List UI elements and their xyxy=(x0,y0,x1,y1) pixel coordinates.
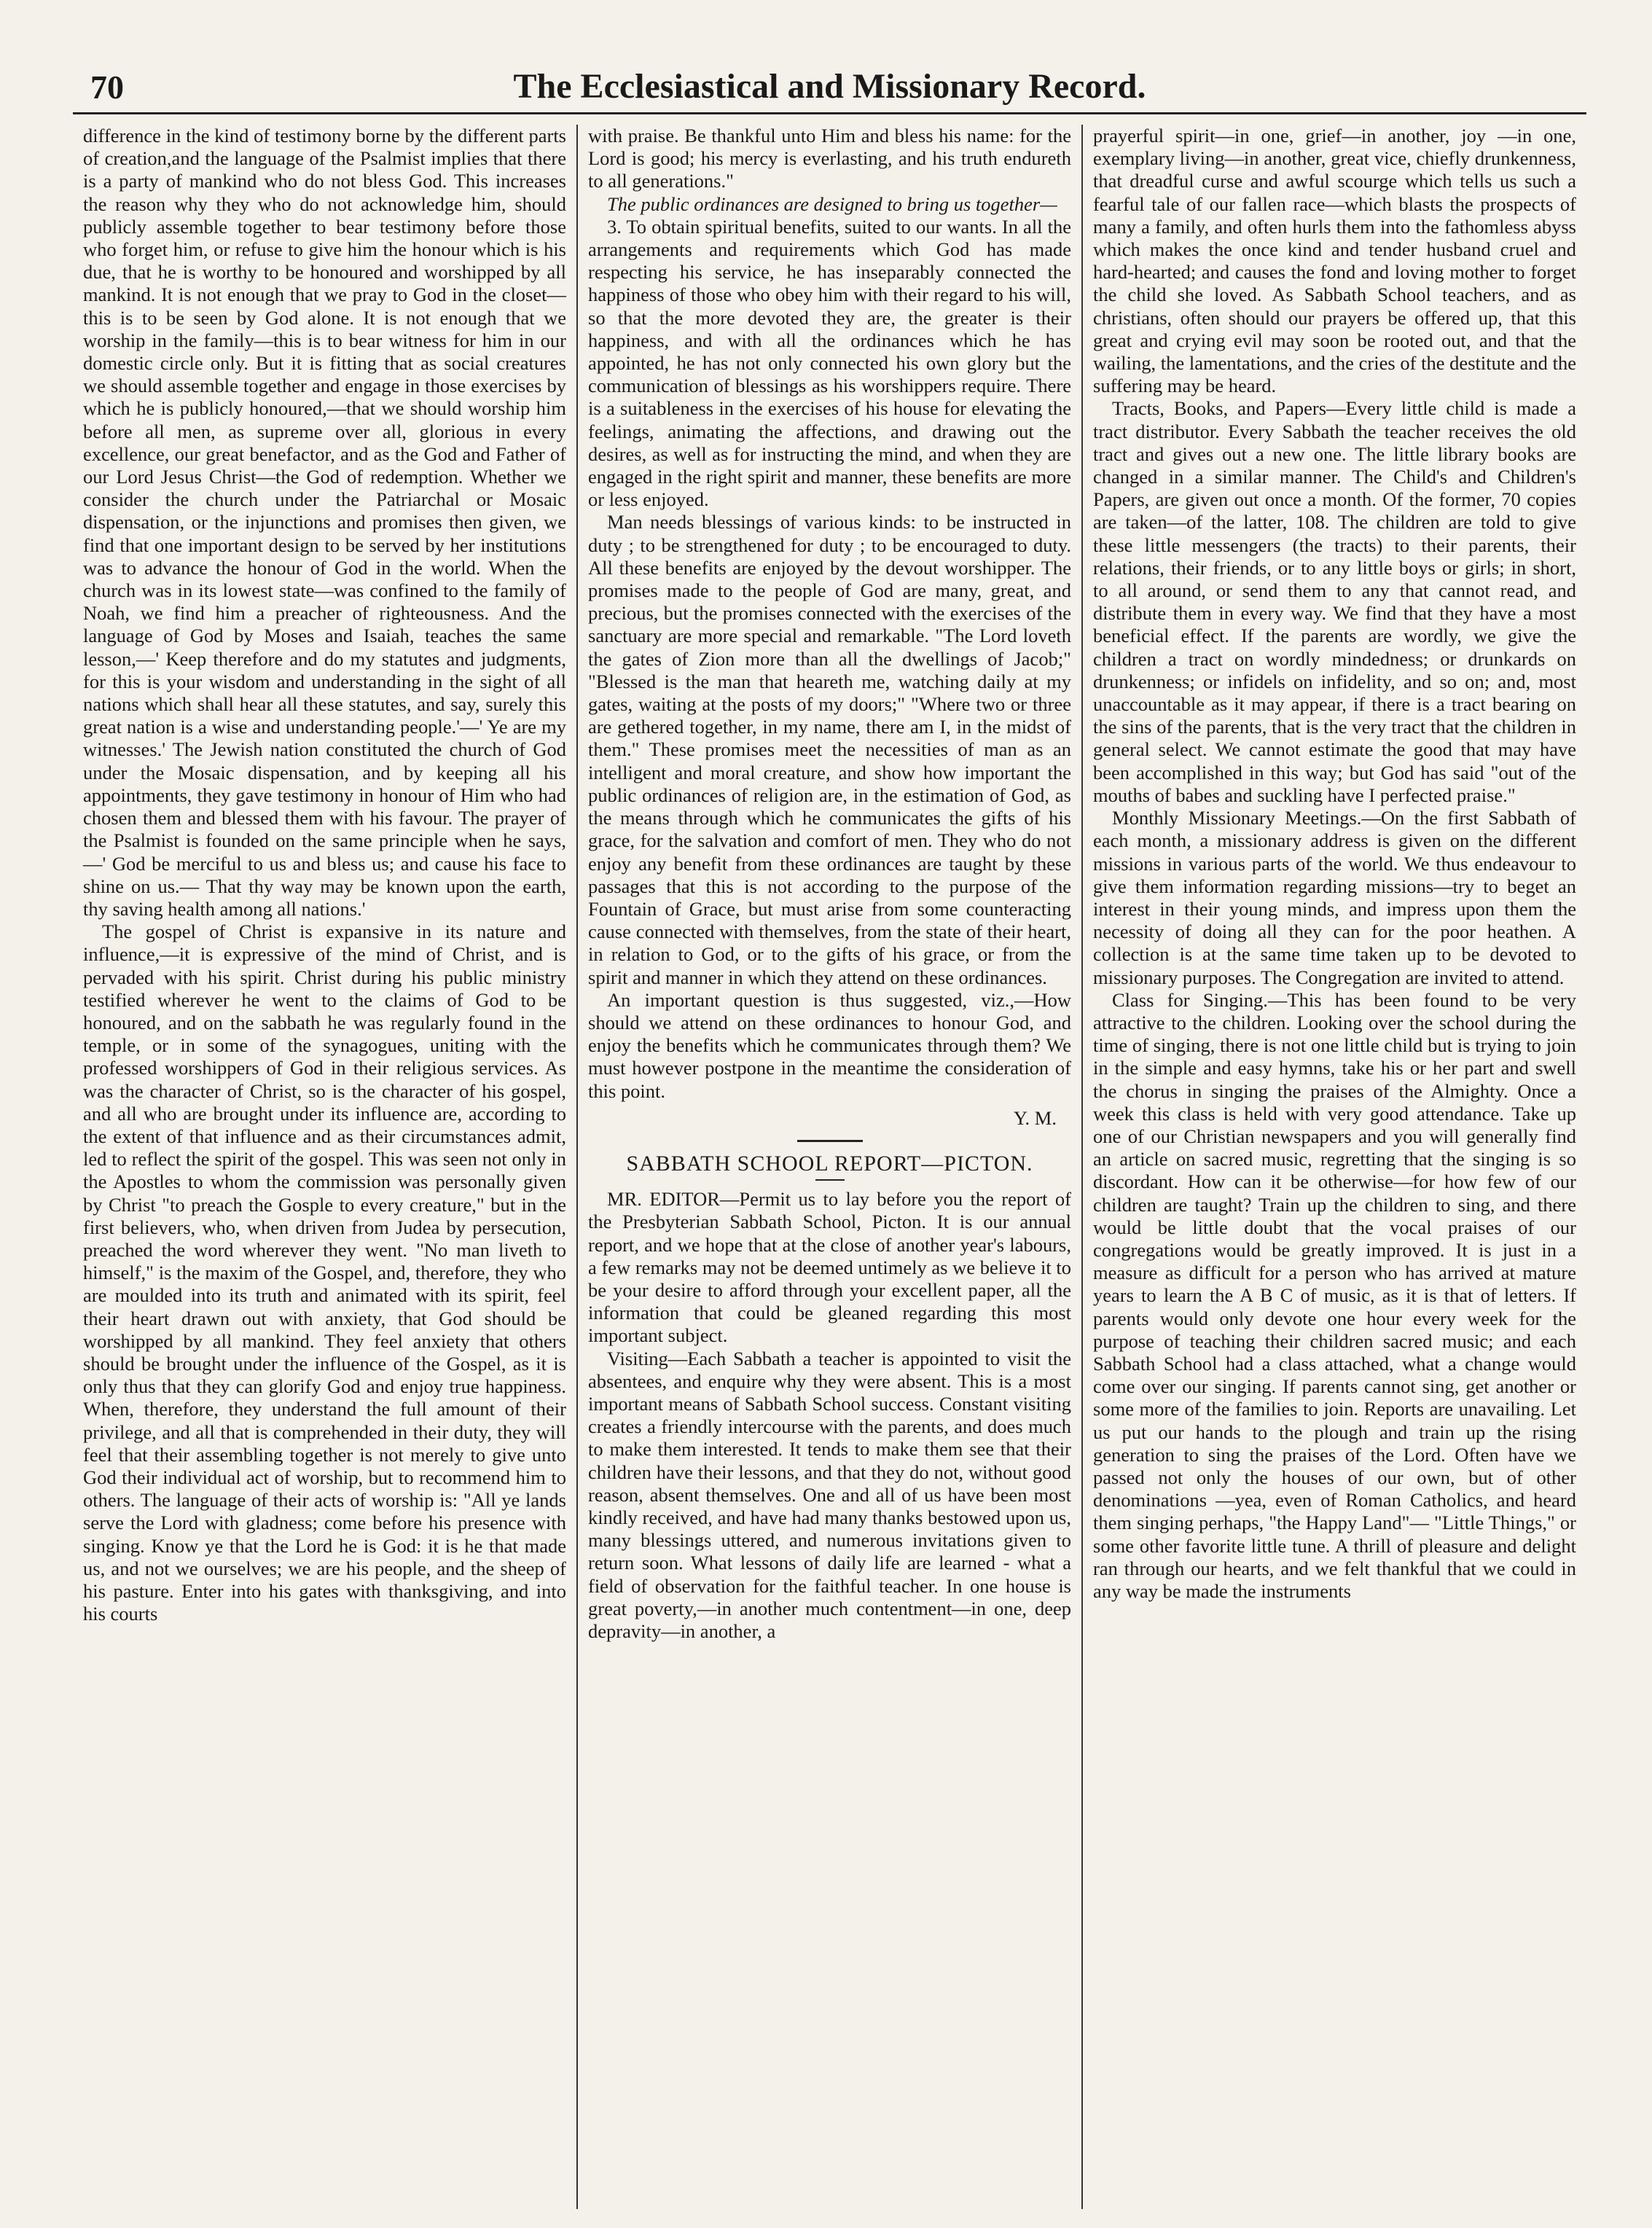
heading-rule xyxy=(815,1179,845,1181)
paragraph: difference in the kind of testimony borne by the different parts of creation,and the language of the Psalmist implies that there is a party of mankind who do not bless God. This increases the reason why they who do not acknowledge him, should publicly assemble together to bear testimony before those who forget him, or refuse to give him the honour which is his due, that he is worthy to be honoured and worshipped by all mankind. It is not enough that we pray to God in the closet—this is to be seen by God alone. It is not enough that we worship in the family—this is to bear witness for him in our domestic circle only. But it is fitting that as social creatures we should assemble together and engage in those exercises by which he is publicly honoured,—that we should worship him before all men, as supreme over all, glorious in every excellence, our great benefactor, and as the God and Father of our Lord Jesus Christ—the God of redemption. Whether we consider the church under the Patriarchal or Mosaic dispensation, or the injunctions and promises then given, we find that one important design to be served by her institutions was to advance the honour of God in the world. When the church was in its lowest state—was confined to the family of Noah, we find him a preacher of righteousness. And the language of God by Moses and Isaiah, teaches the same lesson,—' Keep therefore and do my statutes and judgments, for this is your wisdom and understanding in the sight of all nations which shall hear all these statutes, and say, surely this great nation is a wise and understanding people.'—' Ye are my witnesses.' The Jewish nation constituted the church of God under the Mosaic dispensation, and by keeping all his appointments, they gave testimony in honour of Him who had chosen them and blessed them with his favour. The prayer of the Psalmist is founded on the same principle when he says,—' God be merciful to us and bless us; and cause his face to shine on us.— That thy way may be known upon the earth, thy saving health among all nations.' xyxy=(83,125,566,920)
column-1 xyxy=(73,125,576,2209)
paragraph: Class for Singing.—This has been found to be very attractive to the children. Looking over the school during the time of singing, there is not one little child but is trying to join in the simple and easy hymns, take his or her part and swell the chorus in singing the praises of the Almighty. Once a week this class is held with very good attendance. Take up one of our Christian newspapers and you will generally find an article on sacred music, regretting that the singing is so discordant. How can it be otherwise—for how few of our children are taught? Train up the children to sing, and there would be little doubt that the vocal praises of our congregations would be greatly improved. It is just in a measure as difficult for a person who has arrived at mature years to learn the A B C of music, as it is that of letters. If parents would only devote one hour every week for the purpose of teaching their children sacred music; and each Sabbath School had a class attached, what a change would come over our singing. If parents cannot sing, get another or some more of the families to join. Reports are unavailing. Let us put our hands to the plough and train up the rising generation to sing the praises of the Lord. Often have we passed not only the houses of our own, but of other denominations —yea, even of Roman Catholics, and heard them singing perhaps, "the Happy Land"— "Little Things," or some other favorite little tune. A thrill of pleasure and delight ran through our hearts, and we felt thankful that we could in any way be made the instruments xyxy=(1093,988,1576,1602)
page-number: 70 xyxy=(90,69,124,106)
article-signature: Y. M. xyxy=(1013,1106,1057,1129)
page-title: The Ecclesiastical and Missionary Record. xyxy=(513,67,1146,106)
paragraph: with praise. Be thankful unto Him and bless his name: for the Lord is good; his mercy is everlasting, and his truth endureth to all generations." xyxy=(588,125,1071,192)
paragraph: Monthly Missionary Meetings.—On the first Sabbath of each month, a missionary address is given on the different missions in various parts of the world. We thus endeavour to give them information regarding missions—try to beget an interest in their young minds, and impress upon them the necessity of doing all they can for the poor heathen. A collection is at the same time taken up to be devoted to missionary purposes. The Congregation are invited to attend. xyxy=(1093,807,1576,988)
paragraph: MR. EDITOR—Permit us to lay before you the report of the Presbyterian Sabbath School, Picton. It is our annual report, and we hope that at the close of another year's labours, a few remarks may not be deemed untimely as we believe it to be your desire to afford through your excellent paper, all the information that could be gleaned regarding this most important subject. xyxy=(588,1188,1071,1347)
paragraph: 3. To obtain spiritual benefits, suited to our wants. In all the arrangements and requirements which God has made respecting his service, he has inseparably connected the happiness of those who obey him with their regard to his will, so that the more devoted they are, the greater is their happiness, and with all the ordinances which he has appointed, he has not only connected his own glory but the communication of blessings as his worshippers require. There is a suitableness in the exercises of his house for elevating the feelings, animating the affections, and drawing out the desires, as well as for instructing the mind, and when they are engaged in the right spirit and manner, these benefits are more or less enjoyed. xyxy=(588,215,1071,511)
column-3 xyxy=(1081,125,1586,2209)
report-heading: SABBATH SCHOOL REPORT—PICTON. xyxy=(626,1151,1033,1176)
paragraph: Visiting—Each Sabbath a teacher is appointed to visit the absentees, and enquire why they were absent. This is a most important means of Sabbath School success. Constant visiting creates a friendly intercourse with the parents, and does much to make them interested. It tends to make them see that their children have their lessons, and that they do not, without good reason, absent themselves. One and all of us have been most kindly received, and have had many thanks bestowed upon us, many blessings uttered, and numerous invitations given to return soon. What lessons of daily life are learned - what a field of observation for the faithful teacher. In one house is great poverty,—in another much contentment—in one, deep depravity—in another, a xyxy=(588,1347,1071,1642)
paragraph: prayerful spirit—in one, grief—in another, joy —in one, exemplary living—in another, great vice, chiefly drunkenness, that dreadful curse and awful scourge which tells us such a fearful tale of our fallen race—which blasts the prospects of many a family, and often hurls them into the fathomless abyss which makes the once kind and tender husband cruel and hard-hearted; and causes the fond and loving mother to forget the child she loved. As Sabbath School teachers, and as christians, often should our prayers be offered up, that this great and crying evil may soon be rooted out, and that the wailing, the lamentations, and the cries of the destitute and the suffering may be heard. xyxy=(1093,125,1576,397)
paragraph: Tracts, Books, and Papers—Every little child is made a tract distributor. Every Sabbath the teacher receives the old tract and gives out a new one. The little library books are changed in a similar manner. The Child's and Children's Papers, are given out once a month. Of the former, 70 copies are taken—of the latter, 108. The children are told to give these little messengers (the tracts) to their parents, their relations, their friends, or to any little boys or girls; in short, to all around, or send them to any that cannot read, and distribute them in every way. We find that they have a most beneficial effect. If the parents are wordly, we give the children a tract on wordly mindedness; or drunkards on drunkenness; or infidels on infidelity, and so on; and, most unaccountable as it may appear, if there is a tract bearing on the sins of the parents, that is the very tract that the children in general select. We cannot estimate the good that may have been accomplished in this way; but God has said "out of the mouths of babes and suckling have I perfected praise." xyxy=(1093,397,1576,806)
paragraph: An important question is thus suggested, viz.,—How should we attend on these ordinances to honour God, and enjoy the benefits which he communicates through them? We must however postpone in the meantime the consideration of this point. xyxy=(588,988,1071,1102)
text-columns xyxy=(73,125,1586,2209)
page-header xyxy=(73,66,1586,114)
paragraph: The public ordinances are designed to bring us together— xyxy=(607,192,1057,215)
paragraph: The gospel of Christ is expansive in its nature and influence,—it is expressive of the mind of Christ, and is pervaded with his spirit. Christ during his public ministry testified wherever he went to the claims of God to be honoured, and on the sabbath he was regularly found in the temple, or in some of the synagogues, uniting with the professed worshippers of God in their religious services. As was the character of Christ, so is the character of his gospel, and all who are brought under its influence are, according to the extent of that influence and as their circumstances admit, led to reflect the spirit of the gospel. This was seen not only in the Apostles to whom the commission was personally given by Christ "to preach the Gosple to every creature," but in the first believers, who, when driven from Judea by persecution, preached the word wherever they went. "No man liveth to himself," is the maxim of the Gospel, and, therefore, they who are moulded into its truth and animated with its spirit, feel their heart drawn out with anxiety, that God should be worshipped by all mankind. They feel anxiety that others should be brought under the influence of the Gospel, as it is only thus that they can glorify God and enjoy true happiness. When, therefore, they understand the full amount of their privilege, and all that is comprehended in their duty, they will feel that their assembling together is not merely to give unto God their individual act of worship, but to recommend him to others. The language of their acts of worship is: "All ye lands serve the Lord with gladness; come before his presence with singing. Know ye that the Lord he is God: it is he that made us, and not we ourselves; we are his people, and the sheep of his pasture. Enter into his gates with thanksgiving, and into his courts xyxy=(83,920,566,1625)
section-divider xyxy=(797,1140,863,1142)
paragraph: Man needs blessings of various kinds: to be instructed in duty ; to be strengthened for duty ; to be encouraged to duty. All these benefits are enjoyed by the devout worshipper. The promises made to the people of God are many, great, and precious, but the promises connected with the exercises of the sanctuary are more special and remarkable. "The Lord loveth the gates of Zion more than all the dwellings of Jacob;" "Blessed is the man that heareth me, watching daily at my gates, waiting at the posts of my doors;" "Where two or three are gethered together, in my name, there am I, in the midst of them." These promises meet the necessities of man as an intelligent and moral creature, and show how important the public ordinances of religion are, in the estimation of God, as the means through which he communicates the gifts of his grace, for the salvation and comfort of men. They who do not enjoy any benefit from these ordinances are taught by these passages that this is not according to the purpose of the Fountain of Grace, but must arise from some counteracting cause connected with themselves, from the state of their heart, in relation to God, or to the gifts of his grace, or from the spirit and manner in which they attend on these ordinances. xyxy=(588,511,1071,988)
column-2 xyxy=(576,125,1081,2209)
